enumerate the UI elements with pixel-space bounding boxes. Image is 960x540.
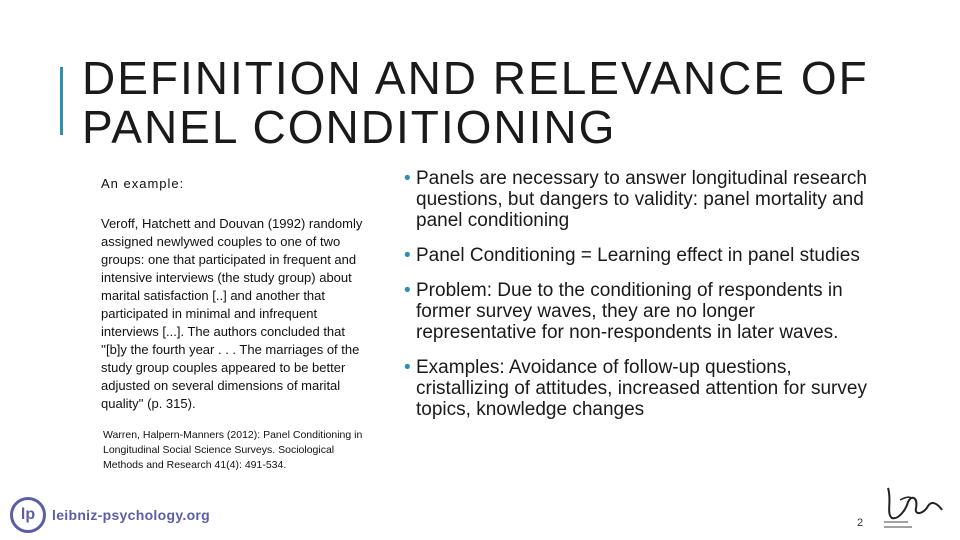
example-heading: An example: <box>101 176 185 191</box>
bullet-dot-icon: • <box>404 357 411 378</box>
leibniz-signature-icon <box>878 480 948 532</box>
example-body: Veroff, Hatchett and Douvan (1992) randomly assigned newlywed couples to one of two groups: one that participated in frequent and intensive interviews (the study group) about marital satisfaction [..] and another that participated in minimal and infrequent interviews [...]. The authors concluded that ''[b]y the fourth year . . . The marriages of the study group couples appeared to be better adjusted on several dimensions of marital quality'' (p. 315). <box>101 216 363 411</box>
bullet-text: Problem: Due to the conditioning of respondents in former survey waves, they are no longer representative for non-respondents in later waves. <box>416 280 843 343</box>
title-accent-bar <box>60 67 63 135</box>
bullet-item <box>404 280 874 343</box>
bullet-dot-icon: • <box>404 168 411 189</box>
bullet-item <box>404 357 874 420</box>
bullet-dot-icon: • <box>404 280 411 301</box>
slide-title <box>82 54 942 152</box>
bullet-item <box>404 168 874 231</box>
slide-title-line-1: DEFINITION AND RELEVANCE OF <box>82 52 869 104</box>
lp-logo-icon: lp <box>10 497 46 533</box>
bullet-dot-icon: • <box>404 245 411 266</box>
bullet-list <box>404 168 874 434</box>
bullet-text: Panels are necessary to answer longitudinal research questions, but dangers to validity: panel mortality and panel conditioning <box>416 168 867 231</box>
example-box <box>101 175 373 413</box>
bullet-text: Examples: Avoidance of follow-up questions, cristallizing of attitudes, increased attention for survey topics, knowledge changes <box>416 357 867 420</box>
logo-text: leibniz-psychology.org <box>52 507 211 523</box>
leibniz-psychology-logo <box>10 493 210 537</box>
slide-title-line-2: PANEL CONDITIONING <box>82 101 617 153</box>
bullet-item <box>404 245 874 266</box>
bullet-text: Panel Conditioning = Learning effect in panel studies <box>416 245 860 266</box>
page-number: 2 <box>857 517 864 529</box>
example-citation: Warren, Halpern-Manners (2012): Panel Conditioning in Longitudinal Social Science Surveys. Sociological Methods and Research 41(4): 491-534. <box>103 429 363 471</box>
